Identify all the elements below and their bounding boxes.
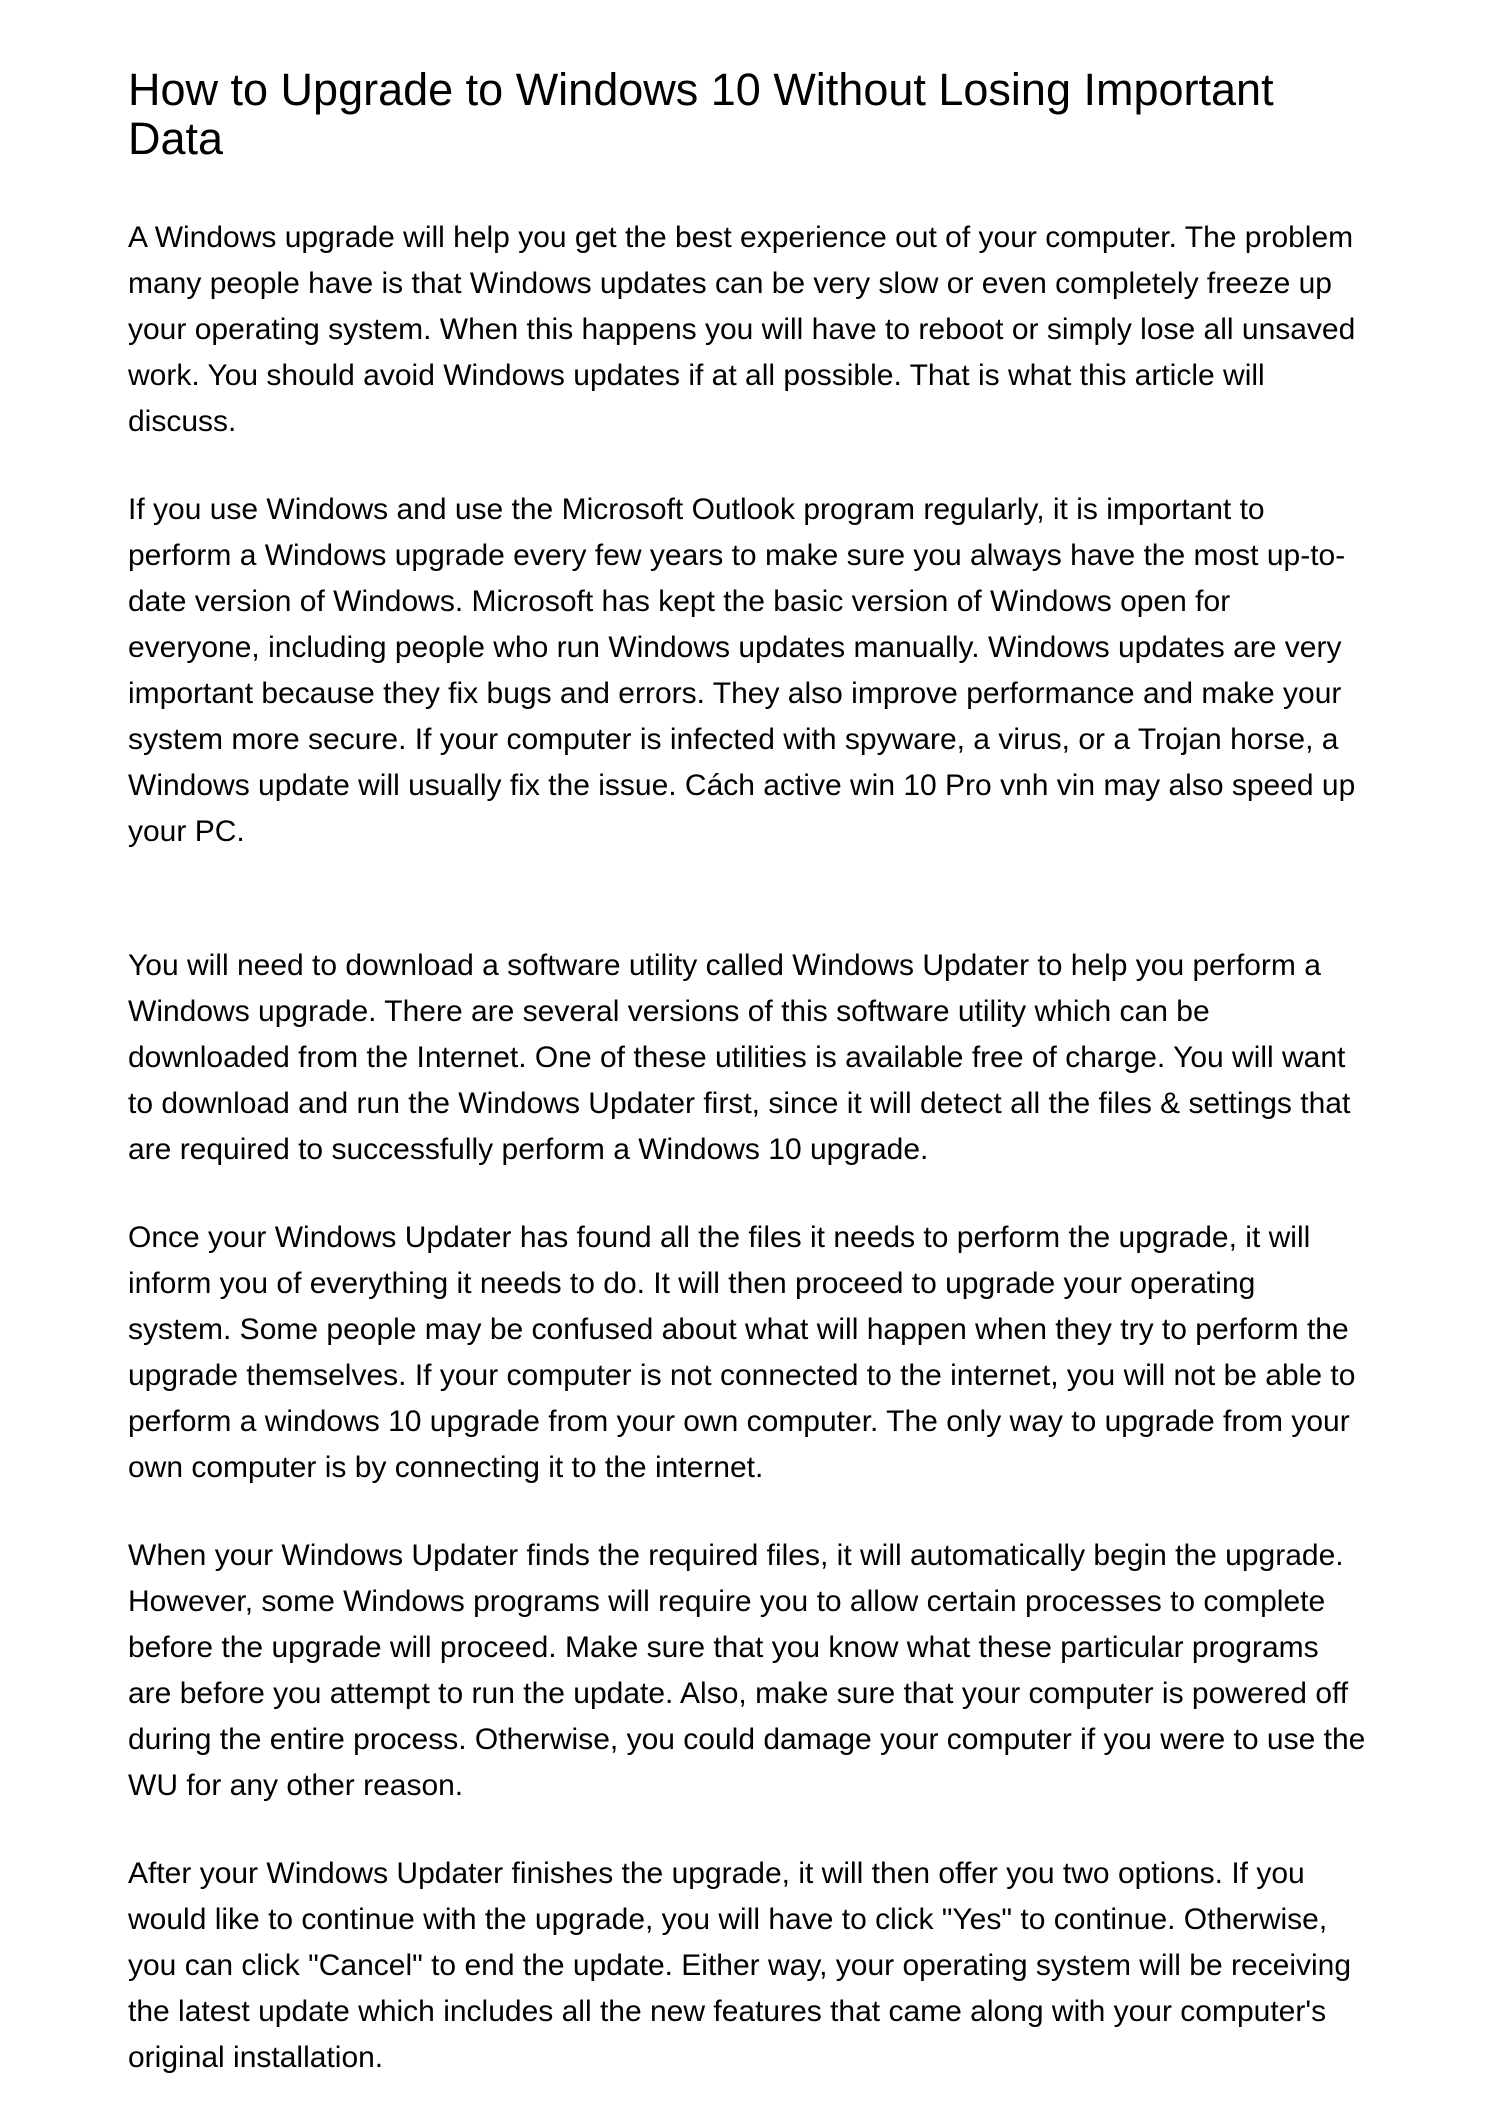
text-line: downloaded from the Internet. One of these utilities is available free of charge. You will want [128, 1041, 1346, 1074]
article-body [128, 215, 1400, 2081]
text-line: upgrade themselves. If your computer is not connected to the internet, you will not be able to [128, 1359, 1356, 1392]
text-line: important because they fix bugs and errors. They also improve performance and make your [128, 677, 1342, 710]
text-line: However, some Windows programs will require you to allow certain processes to complete [128, 1585, 1326, 1618]
text-line: discuss. [128, 405, 237, 438]
text-line: everyone, including people who run Windows updates manually. Windows updates are very [128, 631, 1342, 664]
text-line: perform a windows 10 upgrade from your own computer. The only way to upgrade from your [128, 1405, 1350, 1438]
paragraph [128, 1851, 1400, 2081]
text-line: date version of Windows. Microsoft has kept the basic version of Windows open for [128, 585, 1231, 618]
text-line: If you use Windows and use the Microsoft Outlook program regularly, it is important to [128, 493, 1265, 526]
text-line: After your Windows Updater finishes the upgrade, it will then offer you two options. If you [128, 1857, 1305, 1890]
text-line: your operating system. When this happens you will have to reboot or simply lose all unsaved [128, 313, 1356, 346]
paragraph [128, 943, 1400, 1173]
text-line: You will need to download a software utility called Windows Updater to help you perform a [128, 949, 1321, 982]
paragraph [128, 215, 1400, 445]
text-line: the latest update which includes all the new features that came along with your computer's [128, 1995, 1327, 2028]
text-line: before the upgrade will proceed. Make sure that you know what these particular programs [128, 1631, 1319, 1664]
text-line: own computer is by connecting it to the internet. [128, 1451, 764, 1484]
text-line: are required to successfully perform a Windows 10 upgrade. [128, 1133, 929, 1166]
text-line: work. You should avoid Windows updates if at all possible. That is what this article will [128, 359, 1265, 392]
text-line: are before you attempt to run the update. Also, make sure that your computer is powered off [128, 1677, 1349, 1710]
text-line: during the entire process. Otherwise, you could damage your computer if you were to use the [128, 1723, 1366, 1756]
text-line: would like to continue with the upgrade, you will have to click "Yes" to continue. Otherwise, [128, 1903, 1328, 1936]
text-line: original installation. [128, 2041, 384, 2074]
text-line: system. Some people may be confused about what will happen when they try to perform the [128, 1313, 1349, 1346]
text-line: you can click "Cancel" to end the update. Either way, your operating system will be receiving [128, 1949, 1352, 1982]
text-line: How to Upgrade to Windows 10 Without Losing Important [128, 64, 1274, 115]
text-line: your PC. [128, 815, 245, 848]
page-title [128, 65, 1400, 163]
text-line: system more secure. If your computer is infected with spyware, a virus, or a Trojan horse, a [128, 723, 1339, 756]
text-line: When your Windows Updater finds the required files, it will automatically begin the upgrade. [128, 1539, 1344, 1572]
text-line: Once your Windows Updater has found all the files it needs to perform the upgrade, it will [128, 1221, 1311, 1254]
text-line: Windows update will usually fix the issue. Cách active win 10 Pro vnh vin may also speed up [128, 769, 1356, 802]
text-line: WU for any other reason. [128, 1769, 464, 1802]
paragraph [128, 1215, 1400, 1491]
text-line: perform a Windows upgrade every few years to make sure you always have the most up-to- [128, 539, 1346, 572]
text-line: Data [128, 113, 224, 164]
text-line: A Windows upgrade will help you get the best experience out of your computer. The problem [128, 221, 1354, 254]
text-line: to download and run the Windows Updater first, since it will detect all the files & settings that [128, 1087, 1351, 1120]
paragraph [128, 487, 1400, 901]
text-line: inform you of everything it needs to do. It will then proceed to upgrade your operating [128, 1267, 1256, 1300]
paragraph [128, 1533, 1400, 1809]
text-line: Windows upgrade. There are several versions of this software utility which can be [128, 995, 1210, 1028]
text-line: many people have is that Windows updates can be very slow or even completely freeze up [128, 267, 1332, 300]
text-line [128, 855, 1400, 901]
